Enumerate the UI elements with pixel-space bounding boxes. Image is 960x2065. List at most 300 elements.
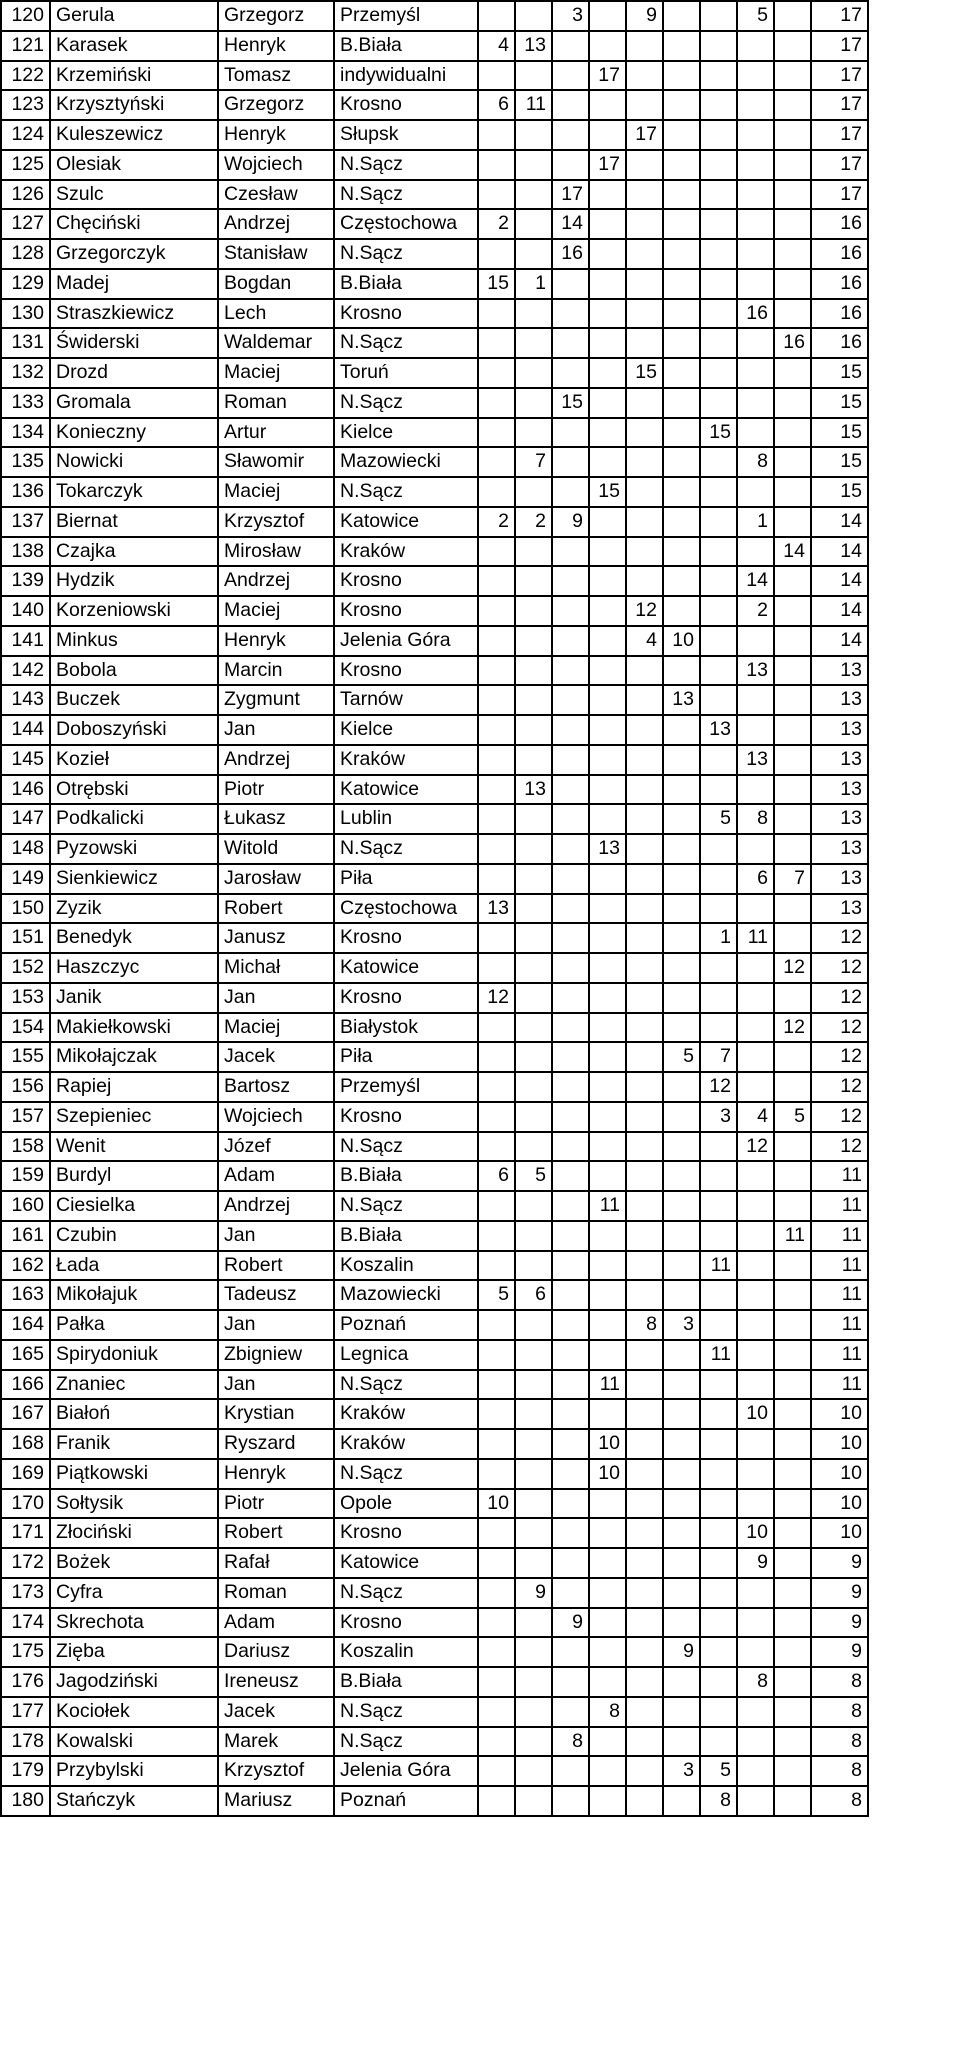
round-3-points-cell [552,834,589,864]
round-9-points-cell [774,1399,811,1429]
table-row [1,1251,868,1281]
round-3-points-cell [552,864,589,894]
round-3-points-cell [552,1251,589,1281]
round-7-points-cell [700,656,737,686]
row-number-cell: 141 [1,626,50,656]
round-2-points-cell [515,894,552,924]
last-name-cell: Minkus [50,626,218,656]
last-name-cell: Zięba [50,1637,218,1667]
round-2-points-cell [515,477,552,507]
last-name-cell: Wenit [50,1132,218,1162]
round-1-points-cell [478,447,515,477]
round-4-points-cell [589,299,626,329]
round-8-points-cell: 6 [737,864,774,894]
table-row [1,1608,868,1638]
total-points-cell: 10 [811,1518,868,1548]
city-cell: N.Sącz [334,834,478,864]
round-1-points-cell [478,61,515,91]
round-8-points-cell: 2 [737,596,774,626]
round-4-points-cell: 10 [589,1429,626,1459]
round-4-points-cell [589,923,626,953]
row-number-cell: 170 [1,1489,50,1519]
round-2-points-cell [515,1340,552,1370]
round-8-points-cell [737,1459,774,1489]
total-points-cell: 16 [811,269,868,299]
first-name-cell: Zygmunt [218,685,334,715]
round-4-points-cell [589,1042,626,1072]
round-6-points-cell [663,1518,700,1548]
round-7-points-cell [700,626,737,656]
round-8-points-cell [737,537,774,567]
round-1-points-cell [478,1667,515,1697]
round-6-points-cell [663,656,700,686]
round-9-points-cell: 14 [774,537,811,567]
city-cell: N.Sącz [334,239,478,269]
row-number-cell: 168 [1,1429,50,1459]
round-8-points-cell [737,239,774,269]
round-7-points-cell [700,537,737,567]
round-3-points-cell [552,477,589,507]
city-cell: N.Sącz [334,1727,478,1757]
last-name-cell: Burdyl [50,1161,218,1191]
round-9-points-cell [774,656,811,686]
city-cell: Kraków [334,537,478,567]
round-4-points-cell [589,804,626,834]
round-6-points-cell [663,834,700,864]
round-4-points-cell [589,388,626,418]
row-number-cell: 162 [1,1251,50,1281]
round-1-points-cell [478,715,515,745]
round-9-points-cell [774,834,811,864]
round-5-points-cell [626,1013,663,1043]
round-7-points-cell [700,953,737,983]
round-9-points-cell [774,418,811,448]
round-6-points-cell [663,1132,700,1162]
round-1-points-cell [478,596,515,626]
round-3-points-cell: 16 [552,239,589,269]
last-name-cell: Bobola [50,656,218,686]
first-name-cell: Andrzej [218,1191,334,1221]
first-name-cell: Henryk [218,626,334,656]
round-8-points-cell [737,894,774,924]
round-7-points-cell [700,1191,737,1221]
round-1-points-cell [478,1072,515,1102]
round-5-points-cell [626,715,663,745]
round-9-points-cell [774,358,811,388]
table-row [1,1161,868,1191]
round-6-points-cell [663,1697,700,1727]
round-4-points-cell [589,1013,626,1043]
city-cell: Mazowiecki [334,447,478,477]
last-name-cell: Przybylski [50,1756,218,1786]
round-6-points-cell [663,537,700,567]
last-name-cell: Kozieł [50,745,218,775]
round-1-points-cell [478,1132,515,1162]
round-2-points-cell [515,537,552,567]
round-5-points-cell [626,1697,663,1727]
total-points-cell: 11 [811,1251,868,1281]
round-2-points-cell [515,150,552,180]
round-8-points-cell [737,983,774,1013]
first-name-cell: Mirosław [218,537,334,567]
round-2-points-cell [515,1,552,31]
round-1-points-cell: 12 [478,983,515,1013]
round-9-points-cell [774,804,811,834]
round-1-points-cell [478,1310,515,1340]
round-7-points-cell [700,150,737,180]
round-8-points-cell [737,1310,774,1340]
round-9-points-cell [774,388,811,418]
round-9-points-cell: 12 [774,953,811,983]
round-9-points-cell [774,1697,811,1727]
round-9-points-cell [774,983,811,1013]
round-5-points-cell [626,507,663,537]
table-row [1,120,868,150]
round-2-points-cell [515,388,552,418]
round-3-points-cell [552,656,589,686]
round-7-points-cell [700,775,737,805]
round-7-points-cell [700,1578,737,1608]
round-8-points-cell [737,1280,774,1310]
round-2-points-cell [515,1102,552,1132]
round-7-points-cell [700,1280,737,1310]
city-cell: N.Sącz [334,1697,478,1727]
table-row [1,31,868,61]
total-points-cell: 17 [811,31,868,61]
first-name-cell: Robert [218,894,334,924]
table-row [1,1429,868,1459]
city-cell: Krosno [334,656,478,686]
city-cell: Tarnów [334,685,478,715]
round-1-points-cell [478,1518,515,1548]
last-name-cell: Złociński [50,1518,218,1548]
round-6-points-cell [663,953,700,983]
last-name-cell: Kociołek [50,1697,218,1727]
city-cell: N.Sącz [334,328,478,358]
round-3-points-cell [552,983,589,1013]
last-name-cell: Podkalicki [50,804,218,834]
first-name-cell: Adam [218,1161,334,1191]
round-8-points-cell: 4 [737,1102,774,1132]
first-name-cell: Waldemar [218,328,334,358]
round-3-points-cell [552,1518,589,1548]
first-name-cell: Henryk [218,1459,334,1489]
round-3-points-cell [552,1399,589,1429]
round-1-points-cell: 15 [478,269,515,299]
round-8-points-cell: 9 [737,1548,774,1578]
last-name-cell: Gerula [50,1,218,31]
total-points-cell: 9 [811,1637,868,1667]
round-3-points-cell [552,1637,589,1667]
round-6-points-cell [663,1161,700,1191]
round-4-points-cell [589,1,626,31]
row-number-cell: 159 [1,1161,50,1191]
round-7-points-cell [700,477,737,507]
round-3-points-cell [552,804,589,834]
total-points-cell: 11 [811,1191,868,1221]
last-name-cell: Tokarczyk [50,477,218,507]
round-9-points-cell [774,1370,811,1400]
round-4-points-cell: 10 [589,1459,626,1489]
round-6-points-cell [663,745,700,775]
city-cell: Poznań [334,1786,478,1816]
round-5-points-cell [626,864,663,894]
table-row [1,1459,868,1489]
round-9-points-cell [774,1251,811,1281]
round-1-points-cell [478,477,515,507]
round-7-points-cell [700,239,737,269]
table-row [1,1340,868,1370]
row-number-cell: 140 [1,596,50,626]
round-1-points-cell [478,1608,515,1638]
round-2-points-cell [515,1191,552,1221]
round-3-points-cell [552,923,589,953]
total-points-cell: 15 [811,447,868,477]
round-6-points-cell [663,209,700,239]
round-4-points-cell: 8 [589,1697,626,1727]
round-5-points-cell [626,150,663,180]
last-name-cell: Czubin [50,1221,218,1251]
city-cell: N.Sącz [334,388,478,418]
first-name-cell: Piotr [218,1489,334,1519]
round-8-points-cell [737,1489,774,1519]
row-number-cell: 152 [1,953,50,983]
round-8-points-cell [737,31,774,61]
round-3-points-cell [552,626,589,656]
round-1-points-cell [478,1042,515,1072]
city-cell: Krosno [334,596,478,626]
row-number-cell: 158 [1,1132,50,1162]
city-cell: Koszalin [334,1251,478,1281]
round-6-points-cell [663,328,700,358]
round-5-points-cell [626,418,663,448]
round-5-points-cell [626,1191,663,1221]
round-9-points-cell [774,1042,811,1072]
round-7-points-cell: 11 [700,1340,737,1370]
round-2-points-cell [515,745,552,775]
round-9-points-cell [774,1340,811,1370]
round-7-points-cell [700,358,737,388]
last-name-cell: Krzysztyński [50,90,218,120]
round-4-points-cell [589,358,626,388]
first-name-cell: Jan [218,1310,334,1340]
round-2-points-cell: 6 [515,1280,552,1310]
round-8-points-cell [737,209,774,239]
round-3-points-cell: 14 [552,209,589,239]
last-name-cell: Bożek [50,1548,218,1578]
round-5-points-cell [626,1340,663,1370]
round-3-points-cell [552,775,589,805]
last-name-cell: Piątkowski [50,1459,218,1489]
row-number-cell: 167 [1,1399,50,1429]
round-2-points-cell [515,1042,552,1072]
round-3-points-cell [552,328,589,358]
round-5-points-cell [626,923,663,953]
round-7-points-cell [700,1637,737,1667]
round-9-points-cell [774,596,811,626]
last-name-cell: Nowicki [50,447,218,477]
city-cell: Krosno [334,566,478,596]
city-cell: N.Sącz [334,1132,478,1162]
round-6-points-cell [663,1578,700,1608]
round-1-points-cell [478,1370,515,1400]
round-9-points-cell [774,209,811,239]
total-points-cell: 12 [811,1102,868,1132]
round-1-points-cell: 6 [478,90,515,120]
city-cell: Częstochowa [334,209,478,239]
row-number-cell: 179 [1,1756,50,1786]
last-name-cell: Zyzik [50,894,218,924]
round-2-points-cell [515,923,552,953]
round-4-points-cell [589,31,626,61]
round-8-points-cell: 8 [737,1667,774,1697]
round-1-points-cell [478,1,515,31]
round-2-points-cell [515,61,552,91]
round-1-points-cell [478,923,515,953]
round-4-points-cell [589,1399,626,1429]
round-2-points-cell [515,1429,552,1459]
round-1-points-cell [478,1429,515,1459]
round-1-points-cell: 5 [478,1280,515,1310]
round-5-points-cell [626,953,663,983]
round-4-points-cell [589,507,626,537]
round-4-points-cell [589,269,626,299]
round-6-points-cell [663,418,700,448]
round-9-points-cell: 7 [774,864,811,894]
round-7-points-cell [700,507,737,537]
first-name-cell: Bartosz [218,1072,334,1102]
total-points-cell: 15 [811,388,868,418]
round-8-points-cell [737,388,774,418]
round-5-points-cell [626,804,663,834]
table-row [1,923,868,953]
row-number-cell: 145 [1,745,50,775]
round-8-points-cell [737,1161,774,1191]
table-row [1,1132,868,1162]
table-row [1,626,868,656]
round-9-points-cell [774,1608,811,1638]
last-name-cell: Doboszyński [50,715,218,745]
round-7-points-cell [700,1489,737,1519]
row-number-cell: 177 [1,1697,50,1727]
round-1-points-cell [478,1637,515,1667]
total-points-cell: 14 [811,537,868,567]
last-name-cell: Konieczny [50,418,218,448]
row-number-cell: 150 [1,894,50,924]
round-8-points-cell: 13 [737,745,774,775]
round-1-points-cell: 4 [478,31,515,61]
first-name-cell: Maciej [218,596,334,626]
city-cell: B.Biała [334,1161,478,1191]
round-1-points-cell [478,834,515,864]
round-9-points-cell [774,1429,811,1459]
round-1-points-cell [478,180,515,210]
round-3-points-cell [552,1221,589,1251]
round-3-points-cell [552,1697,589,1727]
round-9-points-cell [774,894,811,924]
first-name-cell: Maciej [218,477,334,507]
city-cell: Krosno [334,299,478,329]
round-8-points-cell [737,180,774,210]
table-row [1,715,868,745]
total-points-cell: 9 [811,1548,868,1578]
total-points-cell: 12 [811,1132,868,1162]
round-9-points-cell [774,1191,811,1221]
row-number-cell: 169 [1,1459,50,1489]
round-8-points-cell [737,1786,774,1816]
round-8-points-cell [737,1637,774,1667]
last-name-cell: Makiełkowski [50,1013,218,1043]
total-points-cell: 8 [811,1727,868,1757]
round-2-points-cell: 2 [515,507,552,537]
round-9-points-cell [774,626,811,656]
row-number-cell: 134 [1,418,50,448]
round-6-points-cell [663,1,700,31]
row-number-cell: 171 [1,1518,50,1548]
row-number-cell: 139 [1,566,50,596]
table-row [1,239,868,269]
round-9-points-cell [774,31,811,61]
round-7-points-cell: 12 [700,1072,737,1102]
round-5-points-cell [626,1399,663,1429]
round-2-points-cell [515,715,552,745]
round-5-points-cell [626,745,663,775]
round-8-points-cell: 13 [737,656,774,686]
round-9-points-cell [774,715,811,745]
round-5-points-cell [626,1667,663,1697]
round-4-points-cell: 11 [589,1191,626,1221]
round-3-points-cell [552,1489,589,1519]
round-8-points-cell [737,418,774,448]
row-number-cell: 160 [1,1191,50,1221]
last-name-cell: Mikołajuk [50,1280,218,1310]
round-9-points-cell [774,1132,811,1162]
round-7-points-cell [700,447,737,477]
table-row [1,1399,868,1429]
round-7-points-cell [700,596,737,626]
round-6-points-cell [663,1340,700,1370]
round-5-points-cell [626,1221,663,1251]
first-name-cell: Artur [218,418,334,448]
round-4-points-cell [589,656,626,686]
round-1-points-cell: 13 [478,894,515,924]
last-name-cell: Ciesielka [50,1191,218,1221]
round-1-points-cell [478,1221,515,1251]
last-name-cell: Szulc [50,180,218,210]
round-3-points-cell [552,953,589,983]
round-5-points-cell: 4 [626,626,663,656]
first-name-cell: Marek [218,1727,334,1757]
round-3-points-cell: 3 [552,1,589,31]
first-name-cell: Józef [218,1132,334,1162]
round-2-points-cell [515,804,552,834]
total-points-cell: 15 [811,358,868,388]
round-8-points-cell [737,1042,774,1072]
city-cell: Krosno [334,1608,478,1638]
last-name-cell: Buczek [50,685,218,715]
round-6-points-cell [663,477,700,507]
round-8-points-cell [737,1221,774,1251]
round-9-points-cell [774,775,811,805]
round-4-points-cell [589,537,626,567]
round-5-points-cell [626,90,663,120]
round-8-points-cell: 12 [737,1132,774,1162]
city-cell: N.Sącz [334,477,478,507]
first-name-cell: Jarosław [218,864,334,894]
last-name-cell: Łada [50,1251,218,1281]
round-6-points-cell [663,1013,700,1043]
row-number-cell: 120 [1,1,50,31]
